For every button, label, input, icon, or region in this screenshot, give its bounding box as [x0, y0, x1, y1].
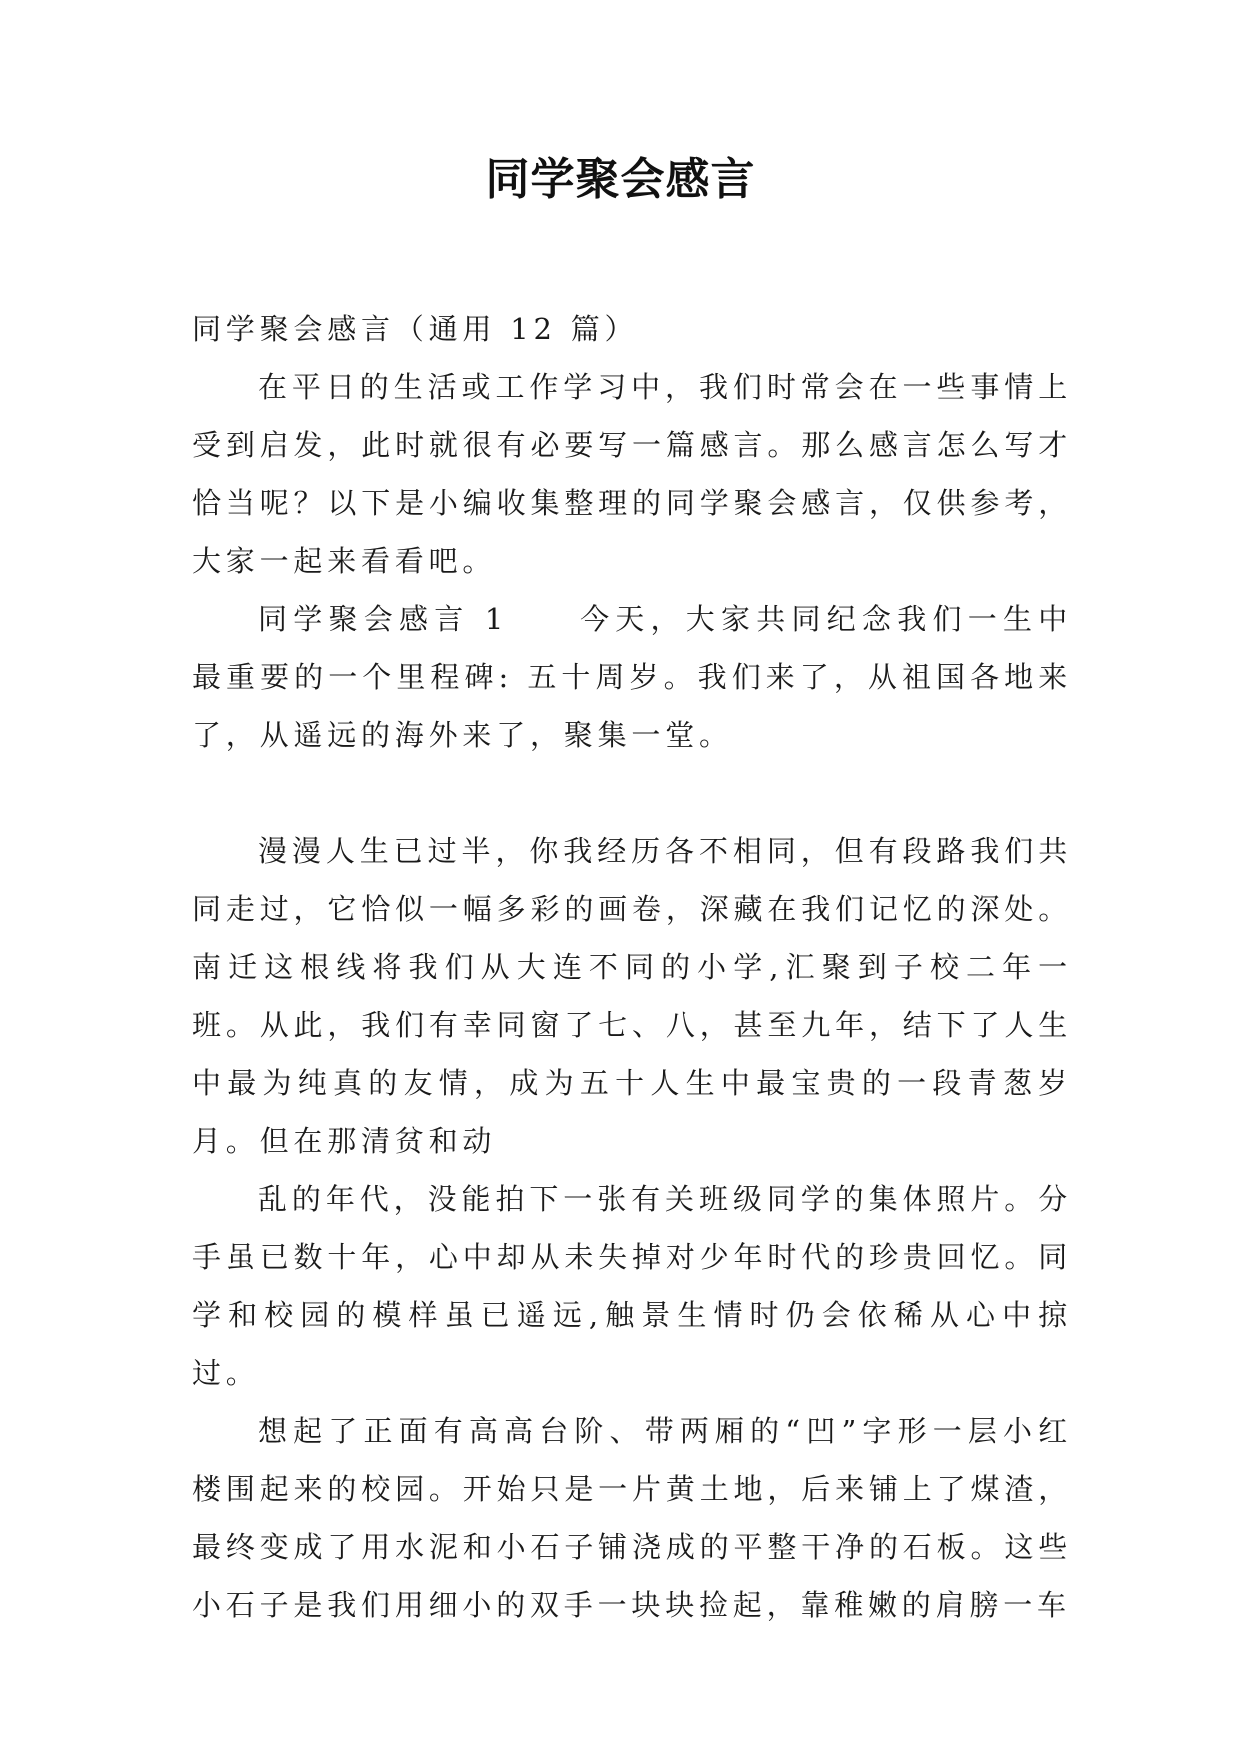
subtitle-line: 同学聚会感言（通用 12 篇）: [192, 312, 639, 346]
paragraph-gap: [192, 764, 1072, 822]
body-paragraph: 想起了正面有高高台阶、带两厢的“凹”字形一层小红楼围起来的校园。开始只是一片黄土地，后来铺上了煤渣，最终变成了用水泥和小石子铺浇成的平整干净的石板。这些小石子是我们用细小的双手一块块捡起，靠稚嫩的肩膀一车: [192, 1414, 1072, 1622]
intro-paragraph: 在平日的生活或工作学习中，我们时常会在一些事情上受到启发，此时就很有必要写一篇感言。那么感言怎么写才恰当呢？以下是小编收集整理的同学聚会感言，仅供参考，大家一起来看看吧。: [192, 370, 1072, 578]
document-title: 同学聚会感言: [485, 154, 756, 205]
document-body: [192, 300, 1072, 1634]
section-1-paragraph: 同学聚会感言 1 今天，大家共同纪念我们一生中最重要的一个里程碑: 五十周岁。我们来了，从祖国各地来了，从遥远的海外来了，聚集一堂。: [192, 602, 1072, 752]
body-paragraph: 乱的年代，没能拍下一张有关班级同学的集体照片。分手虽已数十年，心中却从未失掉对少年时代的珍贵回忆。同学和校园的模样虽已遥远,触景生情时仍会依稀从心中掠过。: [192, 1182, 1072, 1390]
body-paragraph: 漫漫人生已过半，你我经历各不相同，但有段路我们共同走过，它恰似一幅多彩的画卷，深藏在我们记忆的深处。南迁这根线将我们从大连不同的小学,汇聚到子校二年一班。从此，我们有幸同窗了七、八，甚至九年，结下了人生中最为纯真的友情，成为五十人生中最宝贵的一段青葱岁月。但在那清贫和动: [192, 834, 1072, 1158]
